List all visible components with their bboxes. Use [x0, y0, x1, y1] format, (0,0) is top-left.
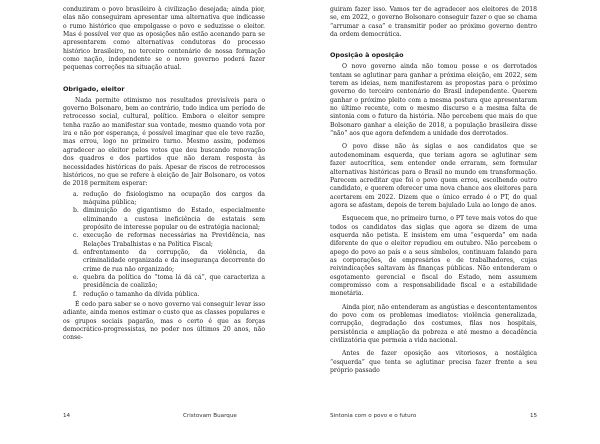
right-paragraph: Antes de fazer oposição aos vitoriosos, a nostálgica “esquerda” que tenta se aglutinar precisa fazer frente a seu próprio passado: [330, 350, 537, 375]
right-paragraph: Ainda pior, não entenderam as angústias e descontentamentos do povo com os problemas imediatos: violência generalizada, corrupção, degradação dos costumes, filas nos hospitais, persistência e ampliação da pobreza e até mesmo a decadência civilizatória que permeia a vida nacional.: [330, 303, 537, 345]
right-paragraph: Esquecem que, no primeiro turno, o PT teve mais votos do que todos os candidatos das siglas que agora se dizem de uma esquerda não petista. E insistem em uma “esquerda” em nada diferente do que o eleitor repudiou em outubro. Não percebem o apego do povo ao país e a seus símbolos, continuam falando para as corporações, de empresários e de trabalhadores, cujas reivindicações saltavam às finanças públicas. Não entenderam o esgotamento gerencial e fiscal do Estado, nem assumem compromisso com a responsabilidade fiscal e a estabilidade monetária.: [330, 215, 537, 298]
left-running-author: Cristovam Buarque: [183, 413, 237, 419]
list-item: c. execução de reformas necessárias na Previdência, nas Relações Trabalhistas e na Política Fiscal;: [73, 232, 265, 248]
left-paragraph-1: Nada permite otimismo nos resultados previsíveis para o governo Bolsonaro, bem ao contrário, tudo indica um período de retrocesso social, cultural, político. Embora o eleitor sempre tenha razão ao manifestar sua vontade, mesmo quando vota por ira e não por esperança, é possível imaginar que ele teve razão, mas errou, logo no primeiro turno. Mesmo assim, podemos agradecer ao eleitor pelos votos que deu buscando renovação dos quadros e dos partidos que não deram resposta às necessidades históricas do país. Apesar de riscos de retrocessos históricos, no que se refere à eleição de Jair Bolsonaro, os votos de 2018 permitem esperar:: [63, 96, 265, 188]
section-heading-obrigado: Obrigado, eleitor: [63, 84, 125, 93]
list-item: b. diminuição do gigantismo do Estado, especialmente eliminando a custosa ineficiência de estatais sem propósito de interesse popular ou de estratégia nacional;: [73, 207, 265, 231]
left-paragraph-2: É cedo para saber se o novo governo vai conseguir levar isso adiante, ainda menos estimar o custo que as classes populares e os grupos sociais pagarão, mas o certo é que as forças democrático-progressistas, no poder nos últimos 20 anos, não conse-: [63, 301, 265, 342]
right-paragraph: O novo governo ainda não tomou posse e os derrotados tentam se aglutinar para ganhar a próxima eleição, em 2022, sem terem as ideias, nem manifestarem as propostas para o próximo governo do terceiro centenário do Brasil independente. Querem ganhar o próximo pleito com a mesma postura que apresentaram no último recente, com o mesmo discurso e a mesma falta de sintonia com o futuro da história. Não percebem que mais do que Bolsonaro ganhar a eleição de 2018, a população brasileira disse “não” aos que agora defendem a unidade dos derrotados.: [330, 63, 537, 138]
section-heading-oposicao: Oposição à oposição: [330, 51, 404, 60]
right-page: [300, 0, 600, 444]
left-text-column: [63, 6, 265, 343]
right-page-number: 15: [530, 413, 538, 419]
left-page-number: 14: [63, 413, 71, 419]
list-item: e. quebra da política do “toma lá dá cá”, que caracteriza a presidência de coalizão;: [73, 273, 265, 290]
right-text-column: [330, 6, 537, 375]
list-item: f. redução o tamanho da dívida pública.: [73, 290, 200, 298]
list-item: d. enfrentamento da corrupção, da violência, da criminalidade organizada e da insegurança decorrente do crime de rua não organizado;: [73, 248, 265, 273]
left-intro-paragraph: conduziram o povo brasileiro à civilização desejada; ainda pior, elas não conseguiram apresentar uma alternativa que indicasse o rumo histórico que empolgasse o povo e seduzisse o eleitor. Mas é possível ver que as oposições não estão acenando para se apresentarem como alternativas condutoras do processo histórico brasileiro, no terceiro centenário de nossa formação como nação, independente se o novo governo poderá fazer pequenas correções na situação atual.: [63, 6, 265, 72]
expectations-list: [63, 191, 265, 299]
right-paragraph: O povo disse não às siglas e aos candidatos que se autodenominam esquerda, que teriam agora se aglutinar sem fazer autocrítica, sem entender onde erraram, sem formular alternativas históricas para o Brasil no mundo em transformação. Parecem acreditar que foi o povo quem errou, escolhendo outro candidato, e querem oferecer uma nova chance aos eleitores para acertarem em 2022. Dizem que o único errado é o PT, do qual agora se afastam, depois de terem bajulado Lula ao longo de anos.: [330, 143, 537, 209]
right-intro-paragraph: guiram fazer isso. Vamos ter de agradecer aos eleitores de 2018 se, em 2022, o governo Bolsonaro conseguir fazer o que se chama “arrumar a casa” e transmitir poder ao próximo governo dentro da ordem democrática.: [330, 6, 537, 39]
list-item: a. redução do fisiologismo na ocupação dos cargos da máquina pública;: [73, 190, 265, 206]
right-running-title: Sintonia com o povo e o futuro: [330, 413, 417, 419]
